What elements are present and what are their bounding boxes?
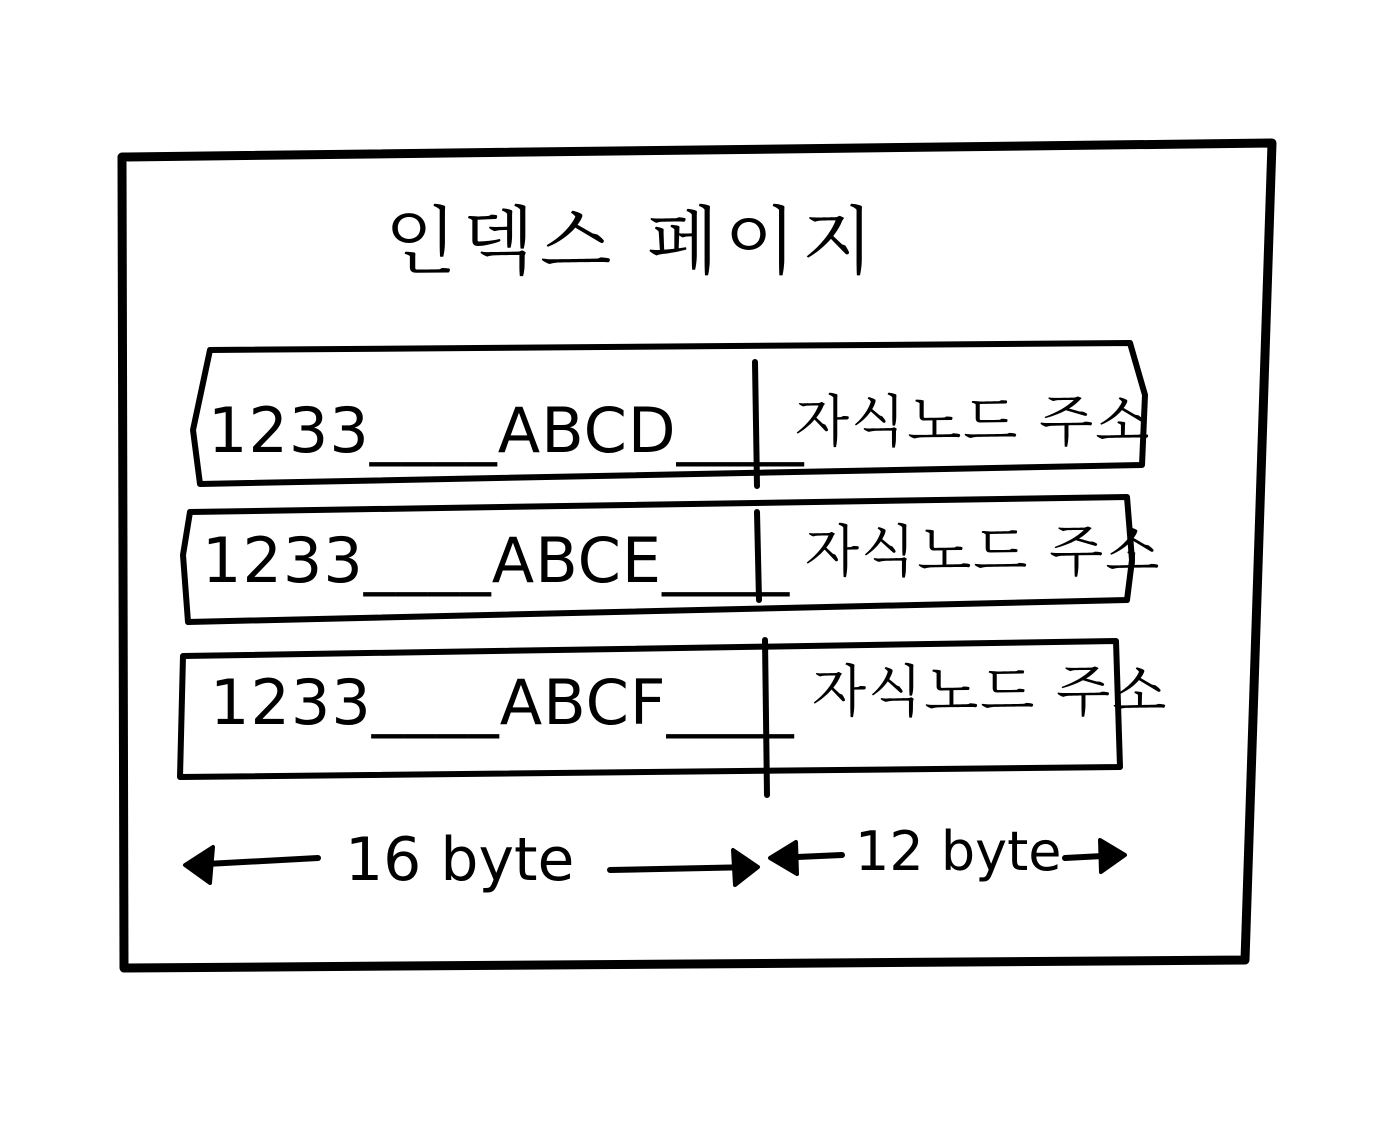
page-title: 인덱스 페이지: [385, 199, 880, 285]
entry-key-3: 1233____ABCF____: [210, 666, 795, 739]
arrowhead-key-right: [733, 850, 758, 885]
arrowhead-pointer-right: [1100, 840, 1125, 872]
entry-pointer-3: 자식노드 주소: [812, 660, 1169, 725]
entry-key-1: 1233____ABCD____: [208, 394, 805, 467]
pointer-size-label: 12 byte: [855, 820, 1062, 883]
entry-pointer-2: 자식노드 주소: [805, 520, 1162, 585]
entry-key-2: 1233____ABCE____: [202, 524, 791, 597]
arrowhead-key-left: [185, 847, 213, 883]
key-size-label: 16 byte: [345, 825, 575, 895]
arrowhead-pointer-left: [770, 842, 797, 874]
entry-pointer-1: 자식노드 주소: [795, 390, 1152, 455]
